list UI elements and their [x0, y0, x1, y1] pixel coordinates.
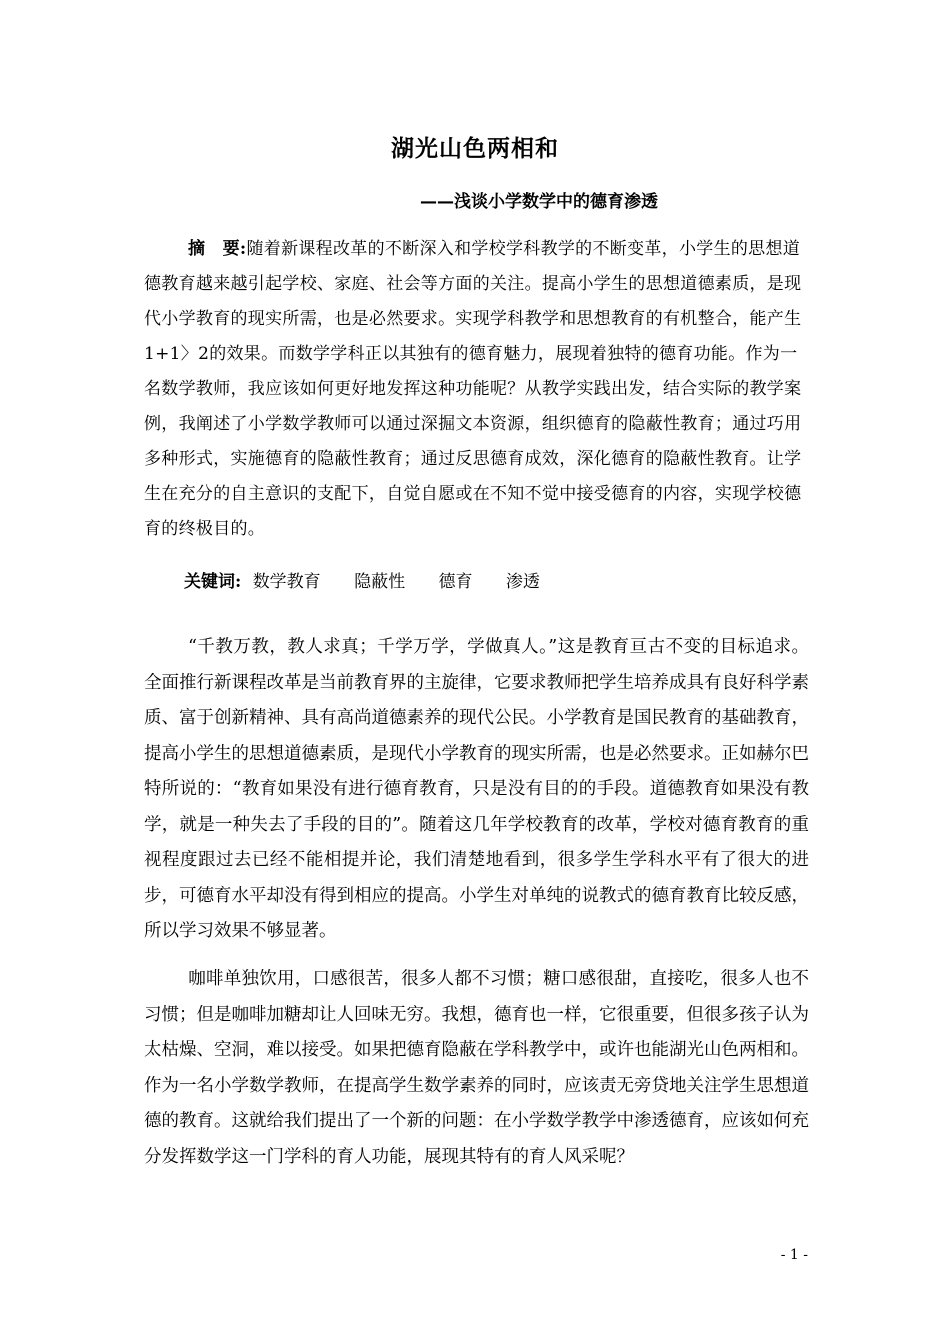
keyword-item: 渗透: [505, 572, 540, 592]
paragraph-text: “千教万教，教人求真；千学万学，学做真人。”这是教育亘古不变的目标追求。全面推行新课程改革是当前教育界的主旋律，它要求教师把学生培养成具有良好科学素质、富于创新精神、具有高尚道德素养的现代公民。小学教育是国民教育的基础教育，提高小学生的思想道德素质，是现代小学教育的现实所需，也是必然要求。正如赫尔巴特所说的：“教育如果没有进行德育教育，只是没有目的的手段。道德教育如果没有教学，就是一种失去了手段的目的”。随着这几年学校教育的改革，学校对德育教育的重视程度跟过去已经不能相提并论，我们清楚地看到，很多学生学科水平有了很大的进步，可德育水平却没有得到相应的提高。小学生对单纯的说教式的德育教育比较反感，所以学习效果不够显著。: [144, 637, 809, 941]
page-number: - 1 -: [780, 1247, 808, 1263]
document-title: 湖光山色两相和: [391, 136, 559, 162]
keyword-item: 隐蔽性: [354, 572, 406, 592]
paragraph-text: 咖啡单独饮用，口感很苦，很多人都不习惯；糖口感很甜，直接吃，很多人也不习惯；但是咖啡加糖却让人回味无穷。我想，德育也一样，它很重要，但很多孩子认为太枯燥、空洞，难以接受。如果把德育隐蔽在学科教学中，或许也能湖光山色两相和。作为一名小学数学教师，在提高学生数学素养的同时，应该责无旁贷地关注学生思想道德的教育。这就给我们提出了一个新的问题：在小学数学教学中渗透德育，应该如何充分发挥数学这一门学科的育人功能，展现其特有的育人风采呢？: [144, 969, 809, 1167]
abstract: [144, 232, 809, 547]
body-paragraph: [144, 630, 809, 950]
abstract-label: 摘 要:: [188, 239, 247, 259]
keyword-item: 德育: [438, 572, 473, 592]
keywords: [184, 567, 568, 592]
body-paragraph: [144, 962, 809, 1175]
document-subtitle: ——浅谈小学数学中的德育渗透: [420, 192, 658, 212]
keywords-label: 关键词:: [184, 572, 242, 592]
abstract-text: 随着新课程改革的不断深入和学校学科教学的不断变革，小学生的思想道德教育越来越引起学校、家庭、社会等方面的关注。提高小学生的思想道德素质，是现代小学教育的现实所需，也是必然要求。实现学科教学和思想教育的有机整合，能产生1+1〉2的效果。而数学学科正以其独有的德育魅力，展现着独特的德育功能。作为一名数学教师，我应该如何更好地发挥这种功能呢？从教学实践出发，结合实际的教学案例，我阐述了小学数学教师可以通过深掘文本资源，组织德育的隐蔽性教育；通过巧用多种形式，实施德育的隐蔽性教育；通过反思德育成效，深化德育的隐蔽性教育。让学生在充分的自主意识的支配下，自觉自愿或在不知不觉中接受德育的内容，实现学校德育的终极目的。: [144, 239, 802, 539]
keyword-item: 数学教育: [252, 572, 321, 592]
